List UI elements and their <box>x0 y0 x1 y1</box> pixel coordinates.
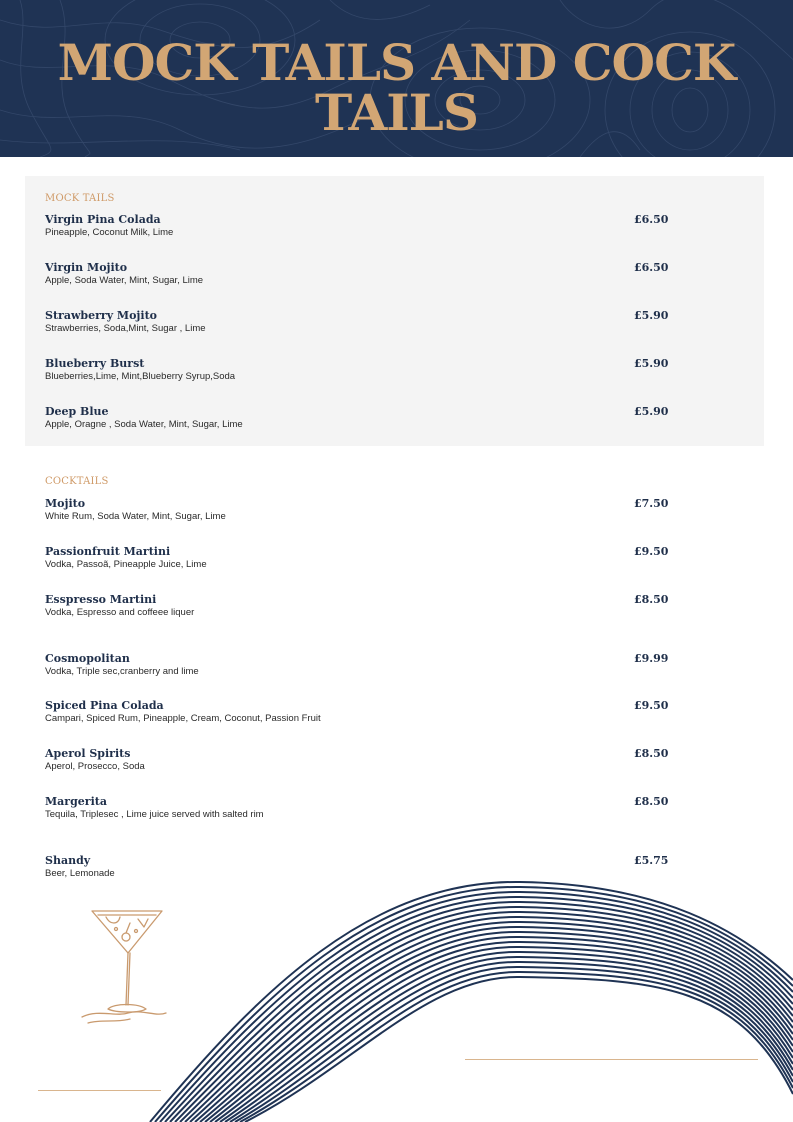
item-price: £5.75 <box>634 854 669 867</box>
list-item <box>45 593 685 625</box>
list-item <box>45 405 685 437</box>
item-name: Blueberry Burst <box>45 357 145 370</box>
header-banner <box>0 0 793 157</box>
item-description: Aperol, Prosecco, Soda <box>45 761 145 772</box>
item-description: Tequila, Triplesec , Lime juice served with salted rim <box>45 809 264 820</box>
item-price: £9.50 <box>634 545 669 558</box>
arc-line <box>150 882 793 1122</box>
item-price: £8.50 <box>634 795 669 808</box>
arc-line <box>240 972 793 1122</box>
item-name: Virgin Pina Colada <box>45 213 161 226</box>
item-description: Vodka, Triple sec,cranberry and lime <box>45 666 199 677</box>
item-name: Spiced Pina Colada <box>45 699 164 712</box>
item-price: £8.50 <box>634 593 669 606</box>
item-description: Vodka, Espresso and coffeee liquer <box>45 607 195 618</box>
item-description: Strawberries, Soda,Mint, Sugar , Lime <box>45 323 206 334</box>
list-item <box>45 545 685 577</box>
item-price: £7.50 <box>634 497 669 510</box>
list-item <box>45 747 685 779</box>
item-description: Blueberries,Lime, Mint,Blueberry Syrup,Soda <box>45 371 236 382</box>
item-price: £9.99 <box>634 652 669 665</box>
item-price: £6.50 <box>634 261 669 274</box>
arc-line <box>235 967 793 1122</box>
item-name: Mojito <box>45 497 86 510</box>
item-description: Pineapple, Coconut Milk, Lime <box>45 227 174 238</box>
item-name: Cosmopolitan <box>45 652 130 665</box>
item-name: Aperol Spirits <box>45 747 131 760</box>
item-description: White Rum, Soda Water, Mint, Sugar, Lime <box>45 511 226 522</box>
item-name: Virgin Mojito <box>45 261 128 274</box>
arc-line <box>245 977 793 1122</box>
list-item <box>45 357 685 389</box>
divider-right <box>465 1059 758 1060</box>
list-item <box>45 652 685 684</box>
list-item <box>45 497 685 529</box>
page-title: MOCK TAILS AND COCK TAILS <box>57 33 736 142</box>
item-description: Apple, Soda Water, Mint, Sugar, Lime <box>45 275 204 286</box>
item-name: Deep Blue <box>45 405 109 418</box>
list-item <box>45 699 685 731</box>
list-item <box>45 213 685 245</box>
item-price: £6.50 <box>634 213 669 226</box>
item-description: Vodka, Passoã, Pineapple Juice, Lime <box>45 559 207 570</box>
item-name: Shandy <box>45 854 91 867</box>
item-price: £9.50 <box>634 699 669 712</box>
arc-line <box>195 927 793 1122</box>
item-price: £8.50 <box>634 747 669 760</box>
item-description: Apple, Oragne , Soda Water, Mint, Sugar, Lime <box>45 419 243 430</box>
item-name: Esspresso Martini <box>45 593 157 606</box>
item-price: £5.90 <box>634 357 669 370</box>
item-name: Passionfruit Martini <box>45 545 171 558</box>
arc-line <box>200 932 793 1122</box>
arc-line <box>155 887 793 1122</box>
section-label-mocktails: MOCK TAILS <box>45 193 115 204</box>
item-description: Campari, Spiced Rum, Pineapple, Cream, Coconut, Passion Fruit <box>45 713 321 724</box>
item-name: Margerita <box>45 795 107 808</box>
section-label-cocktails: COCKTAILS <box>45 476 109 487</box>
arc-lines-decoration <box>140 870 793 1122</box>
item-price: £5.90 <box>634 309 669 322</box>
list-item <box>45 795 685 827</box>
item-name: Strawberry Mojito <box>45 309 158 322</box>
divider-left <box>38 1090 161 1091</box>
item-price: £5.90 <box>634 405 669 418</box>
list-item <box>45 309 685 341</box>
item-description: Beer, Lemonade <box>45 868 115 879</box>
list-item <box>45 261 685 293</box>
